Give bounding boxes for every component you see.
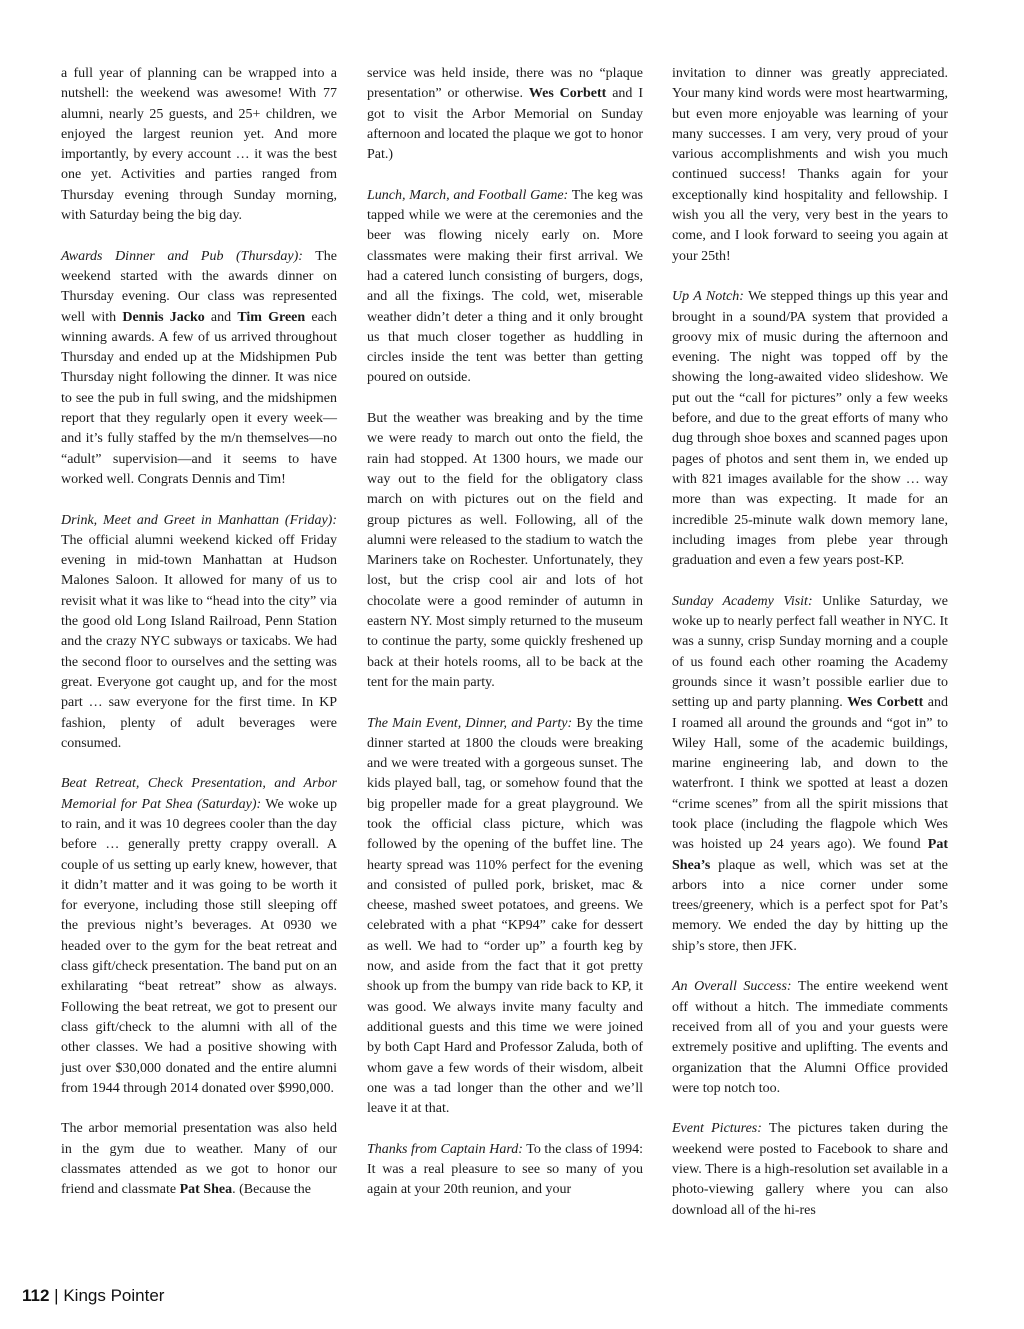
section-heading: Lunch, March, and Football Game: bbox=[367, 187, 569, 203]
article-column-1 bbox=[61, 64, 337, 1221]
arbor-paragraph: The arbor memorial presentation was also held in the gym due to weather. Many of our classmates attended as we got to honor our friend and classmate Pat Shea. (Because the bbox=[61, 1121, 337, 1198]
beat-retreat-paragraph: Beat Retreat, Check Presentation, and Arbor Memorial for Pat Shea (Saturday): We woke up to rain, and it was 10 degrees cooler than the day before … generally pretty crappy overall. A couple of us setting up early knew, however, that it didn’t matter and it was going to be worth it for everyone, including those still sleeping off the previous night’s beverages. At 0930 we headed over to the gym for the beat retreat and class gift/check presentation. The band put on an exhilarating “beat retreat” show as always. Following the beat retreat, we got to present our class gift/check to the alumni with all of the other classes. We had a positive showing with just over $30,000 donated and the entire alumni from 1944 through 2014 donated over $990,000. bbox=[61, 776, 337, 1096]
article-column-2 bbox=[367, 64, 643, 1221]
section-heading: Event Pictures: bbox=[672, 1121, 762, 1137]
section-heading: Awards Dinner and Pub (Thursday): bbox=[61, 248, 303, 264]
intro-paragraph: a full year of planning can be wrapped into a nutshell: the weekend was awesome! With 77 alumni, nearly 25 guests, and 25+ children, we enjoyed the largest reunion yet. And more importantly, by every account … it was the best one yet. Activities and parties ranged from Thursday evening through Sunday morning, with Saturday being the big day. bbox=[61, 66, 337, 224]
drink-paragraph: Drink, Meet and Greet in Manhattan (Friday): The official alumni weekend kicked off Friday evening in mid-town Manhattan at Hudson Malones Saloon. It allowed for many of us to revisit what it was like to “head into the city” via the good old Long Island Railroad, Penn Station and the crazy NYC subways or taxicabs. We had the second floor to ourselves and the setting was great. Everyone got caught up, and for the most part … saw everyone for the first time. In KP fashion, plenty of adult beverages were consumed. bbox=[61, 512, 337, 751]
person-name: Wes Corbett bbox=[847, 695, 924, 711]
section-heading: Up A Notch: bbox=[672, 289, 744, 305]
event-pictures-paragraph: Event Pictures: The pictures taken during the weekend were posted to Facebook to share and view. There is a high-resolution set available in a photo-viewing gallery where you can also download all of the hi-res bbox=[672, 1121, 948, 1218]
page-footer bbox=[22, 1286, 164, 1306]
page-number: 112 bbox=[22, 1286, 50, 1305]
person-name: Dennis Jacko bbox=[122, 309, 205, 325]
publication-name: Kings Pointer bbox=[63, 1286, 165, 1305]
section-heading: Thanks from Captain Hard: bbox=[367, 1141, 523, 1157]
continuation-paragraph: invitation to dinner was greatly appreciated. Your many kind words were most heartwarming, but even more enjoyable was learning of your many successes. I am very, very proud of your various accomplishments and wish you much continued success! Thanks again for your exceptionally kind hospitality and fellowship. I wish you all the very, very best in the years to come, and I look forward to seeing you again at your 25th! bbox=[672, 66, 948, 264]
sunday-visit-paragraph: Sunday Academy Visit: Unlike Saturday, we woke up to nearly perfect fall weather in NYC. It was a sunny, crisp Sunday morning and a couple of us found each other roaming the Academy grounds since it wasn’t possible earlier due to setting up and party planning. Wes Corbett and I roamed all around the grounds and “got in” to Wiley Hall, some of the academic buildings, marine engineering lab, and down to the waterfront. I think we spotted at least a dozen “crime scenes” from all the spirit missions that took place (including the flagpole which Wes was hoisted up 24 years ago). We found Pat Shea’s plaque as well, which was set at the arbors into a nice corner under some trees/greenery, which is a perfect spot for Pat’s memory. We ended the day by hitting up the ship’s store, then JFK. bbox=[672, 593, 949, 954]
lunch-paragraph: Lunch, March, and Football Game: The keg was tapped while we were at the ceremonies and the beer was flowing nicely early on. More classmates were making their first arrival. We had a catered lunch consisting of burgers, dogs, and all the fixings. The cold, wet, miserable weather didn’t deter a thing and it only brought us that much closer together as huddling in circles inside the tent was better than getting poured on outside. bbox=[367, 187, 644, 386]
main-event-paragraph: The Main Event, Dinner, and Party: By the time dinner started at 1800 the clouds were breaking and we were treated with a gorgeous sunset. The kids played ball, tag, or somehow found that the big propeller made for a great playground. We took the official class picture, which was followed by the opening of the buffet line. The hearty spread was 110% perfect for the evening and consisted of pulled pork, brisket, mac & cheese, mashed sweet potatoes, and greens. We celebrated with a phat “KP94” cake for dessert as well. We had to “order up” a fourth keg by now, and aside from the fact that it got pretty shook up from the bumpy van ride back to KP, it was good. We always invite many faculty and additional guests and this time we were joined by both Capt Hard and Professor Zaluda, both of whom gave a few words of their wisdom, albeit one was a tad longer than the other and we’ll leave it at that. bbox=[367, 715, 643, 1117]
footer-separator: | bbox=[54, 1286, 59, 1305]
overall-success-paragraph: An Overall Success: The entire weekend went off without a hitch. The immediate comments received from all of you and your guests were extremely positive and uplifting. The events and organization that the Alumni Office provided were top notch too. bbox=[672, 979, 948, 1096]
section-heading: The Main Event, Dinner, and Party: bbox=[367, 715, 573, 731]
thanks-paragraph: Thanks from Captain Hard: To the class of 1994: It was a real pleasure to see so many of you again at your 20th reunion, and your bbox=[367, 1141, 643, 1198]
person-name: Pat Shea’s bbox=[672, 837, 948, 873]
section-heading: Drink, Meet and Greet in Manhattan (Friday): bbox=[61, 512, 337, 528]
continuation-paragraph: service was held inside, there was no “plaque presentation” or otherwise. Wes Corbett and I got to visit the Arbor Memorial on Sunday afternoon and located the plaque we got to honor Pat.) bbox=[367, 66, 643, 163]
person-name: Wes Corbett bbox=[528, 86, 607, 102]
person-name: Pat Shea bbox=[179, 1182, 233, 1198]
section-heading: An Overall Success: bbox=[672, 979, 792, 995]
article-column-3 bbox=[672, 64, 948, 1241]
section-heading: Beat Retreat, Check Presentation, and Arbor Memorial for Pat Shea (Saturday): bbox=[61, 776, 337, 812]
person-name: Tim Green bbox=[237, 309, 306, 325]
weather-paragraph: But the weather was breaking and by the time we were ready to march out onto the field, the rain had stopped. At 1300 hours, we made our way out to the field for the obligatory class march on with pictures out on the field and group pictures as well. Following, all of the alumni were released to the stadium to watch the Mariners take on Rochester. Unfortunately, they lost, but the crisp cool air and lots of hot chocolate were a good reminder of autumn in eastern NY. Most simply returned to the museum to continue the party, some quickly freshened up back at their hotels rooms, all to be back at the tent for the main party. bbox=[367, 411, 643, 690]
awards-paragraph: Awards Dinner and Pub (Thursday): The weekend started with the awards dinner on Thursday evening. Our class was represented well with Dennis Jacko and Tim Green each winning awards. A few of us arrived throughout Thursday and ended up at the Midshipmen Pub Thursday night following the dinner. It was nice to see the pub in full swing, and the midshipmen report that they regularly open it every week—and it’s fully staffed by the m/n themselves—no “adult” supervision—and it seems to have worked well. Congrats Dennis and Tim! bbox=[61, 248, 337, 487]
section-heading: Sunday Academy Visit: bbox=[672, 593, 813, 609]
up-a-notch-paragraph: Up A Notch: We stepped things up this year and brought in a sound/PA system that provided a groovy mix of music during the afternoon and evening. The night was topped off by the showing the long-awaited video slideshow. We put out the “call for pictures” only a few weeks before, and due to the great efforts of many who dug through shoe boxes and scanned pages upon pages of photos and sent them in, we ended up with 821 images available for the show … way more than was expecting. It made for an incredible 25-minute walk down memory lane, including images from plebe year through graduation and even a few years post-KP. bbox=[672, 289, 949, 569]
